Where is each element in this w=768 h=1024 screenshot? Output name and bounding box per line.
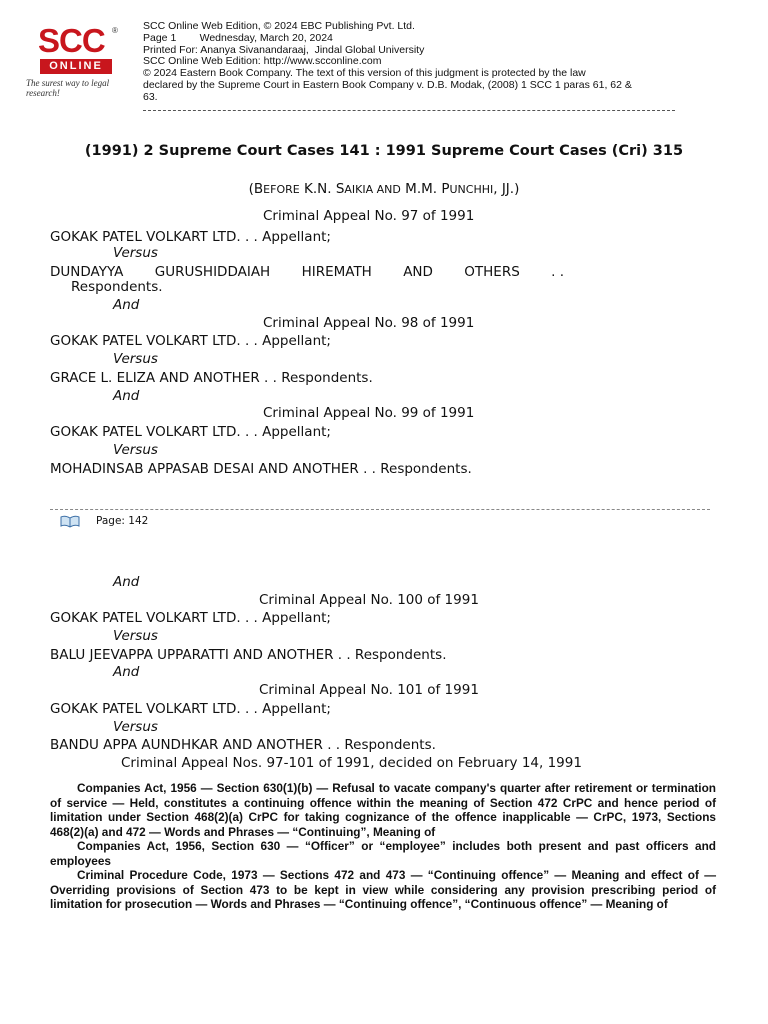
respondents-line: MOHADINSAB APPASAB DESAI AND ANOTHER . . Respondents.: [50, 461, 472, 477]
header-line: © 2024 Eastern Book Company. The text of this version of this judgment is protected by the law: [143, 67, 586, 80]
page-number-marker: Page: 142: [96, 515, 149, 527]
appellant-line: GOKAK PATEL VOLKART LTD. . . Appellant;: [50, 424, 331, 440]
appellant-line: GOKAK PATEL VOLKART LTD. . . Appellant;: [50, 610, 331, 626]
logo-registered-mark: ®: [112, 26, 118, 35]
respondents-line: BANDU APPA AUNDHKAR AND ANOTHER . . Respondents.: [50, 737, 436, 753]
versus-label: Versus: [113, 442, 158, 458]
respondents-line: DUNDAYYA GURUSHIDDAIAH HIREMATH AND OTHERS . .: [50, 264, 564, 280]
and-label: And: [113, 574, 140, 590]
and-label: And: [113, 388, 140, 404]
and-label: And: [113, 664, 140, 680]
print-header: [143, 21, 632, 104]
respondents-line: BALU JEEVAPPA UPPARATTI AND ANOTHER . . Respondents.: [50, 647, 447, 663]
header-line: 63.: [143, 90, 158, 103]
appeal-number: Criminal Appeal No. 97 of 1991: [263, 208, 475, 224]
open-book-icon: [60, 514, 80, 528]
appellant-line: GOKAK PATEL VOLKART LTD. . . Appellant;: [50, 229, 331, 245]
logo-tagline: The surest way to legal research!: [26, 78, 110, 98]
headnote-paragraph: Companies Act, 1956, Section 630 — “Officer” or “employee” includes both present and past officers and employees: [50, 839, 716, 868]
headnote-paragraph: Criminal Procedure Code, 1973 — Sections 472 and 473 — “Continuing offence” — Meaning and effect of — Overriding provisions of Section 473 to be kept in view while considering any provision prescribing period of limitation for prosecution — Words and Phrases — “Continuing offence”, “Continuous offence” — Meaning of: [50, 868, 716, 911]
logo-online-banner: ONLINE: [40, 59, 112, 74]
respondents-continuation: Respondents.: [71, 279, 163, 295]
versus-label: Versus: [113, 719, 158, 735]
header-line: SCC Online Web Edition, © 2024 EBC Publishing Pvt. Ltd.: [143, 20, 415, 32]
appeal-number: Criminal Appeal No. 99 of 1991: [263, 405, 475, 421]
header-line: SCC Online Web Edition: http://www.scconline.com: [143, 55, 382, 68]
logo-brand: SCC: [38, 22, 105, 59]
appellant-line: GOKAK PATEL VOLKART LTD. . . Appellant;: [50, 701, 331, 717]
case-citation: (1991) 2 Supreme Court Cases 141 : 1991 Supreme Court Cases (Cri) 315: [84, 143, 684, 159]
versus-label: Versus: [113, 245, 158, 261]
bench-line: (BEFORE K.N. SAIKIA AND M.M. PUNCHHI, JJ.): [248, 181, 520, 197]
headnotes: [50, 781, 716, 912]
appeal-number: Criminal Appeal No. 98 of 1991: [263, 315, 475, 331]
appeal-number: Criminal Appeal No. 101 of 1991: [259, 682, 479, 698]
header-line: Printed For: Ananya Sivanandaraaj, Jindal Global University: [143, 43, 425, 56]
decision-date: Criminal Appeal Nos. 97-101 of 1991, decided on February 14, 1991: [121, 755, 582, 771]
appeal-number: Criminal Appeal No. 100 of 1991: [259, 592, 479, 608]
header-divider: [143, 110, 675, 111]
versus-label: Versus: [113, 351, 158, 367]
header-line: declared by the Supreme Court in Eastern Book Company v. D.B. Modak, (2008) 1 SCC 1 paras 61, 62 &: [143, 78, 632, 91]
headnote-paragraph: Companies Act, 1956 — Section 630(1)(b) — Refusal to vacate company's quarter after retirement or termination of service — Held, constitutes a continuing offence within the meaning of Section 472 CrPC and hence period of limitation under Section 468(2)(a) CrPC for taking cognizance of the offence inapplicable — CrPC, 1973, Sections 468(2)(a) and 472 — Words and Phrases — “Continuing”, Meaning of: [50, 781, 716, 839]
and-label: And: [113, 297, 140, 313]
page-break-divider: [50, 509, 710, 510]
scc-online-logo: [26, 22, 134, 98]
respondents-line: GRACE L. ELIZA AND ANOTHER . . Respondents.: [50, 370, 373, 386]
versus-label: Versus: [113, 628, 158, 644]
header-line: Page 1 Wednesday, March 20, 2024: [143, 31, 333, 44]
appellant-line: GOKAK PATEL VOLKART LTD. . . Appellant;: [50, 333, 331, 349]
